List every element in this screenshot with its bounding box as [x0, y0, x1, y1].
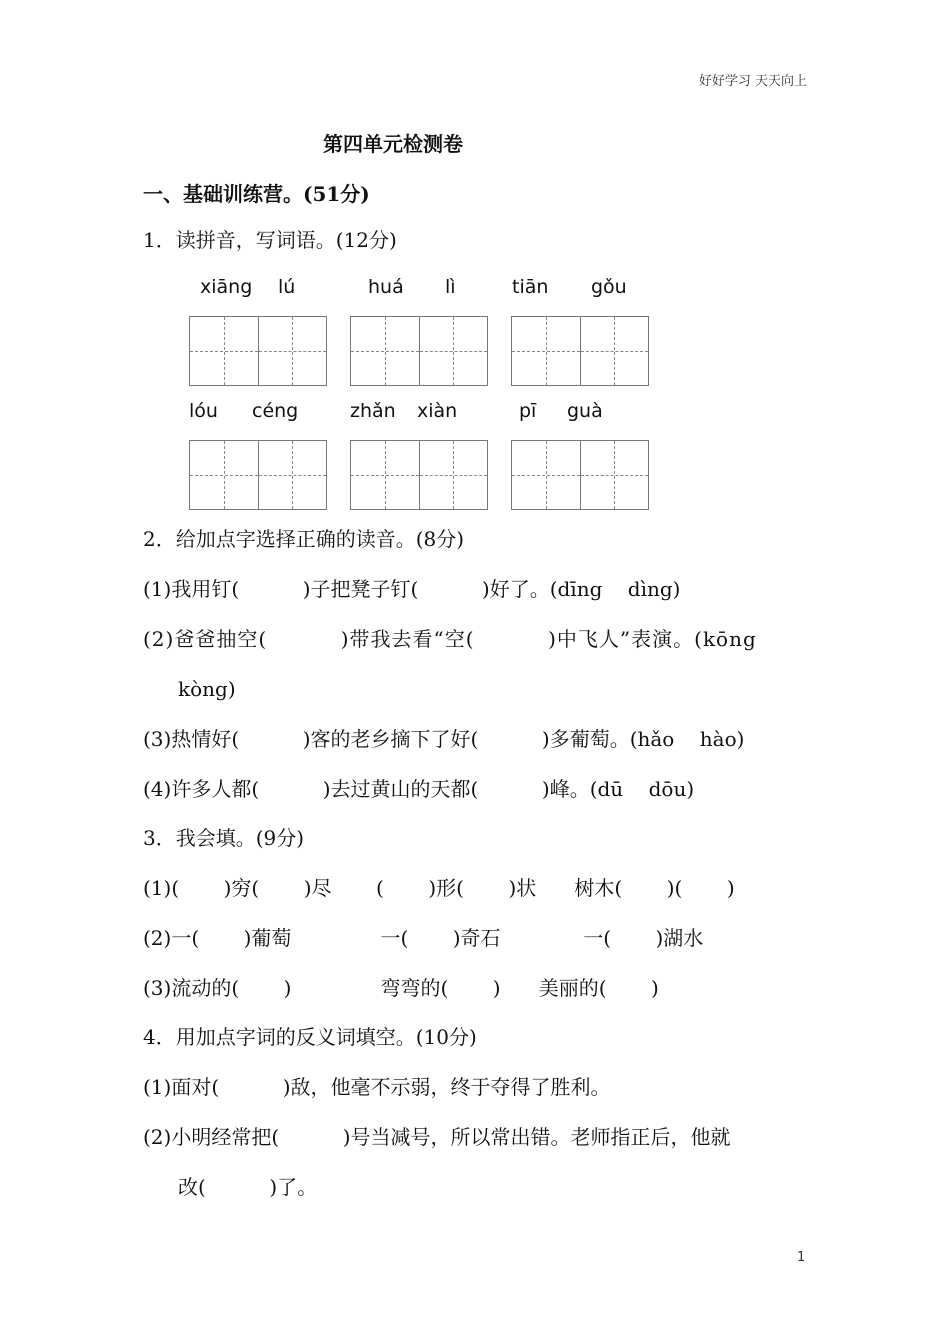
page-number: 1 [797, 1250, 806, 1265]
pinyin: huá [368, 276, 404, 298]
page-header: 好好学习 天天向上 [698, 74, 807, 89]
question-2-item: (3)热情好( )客的老乡摘下了好( )多葡萄。(hǎo hào) [143, 727, 745, 751]
pinyin: tiān [512, 276, 549, 298]
question-4-item: (2)小明经常把( )号当减号，所以常出错。老师指正后，他就 [143, 1125, 731, 1149]
question-3-label: 3．我会填。(9分) [143, 826, 305, 850]
pinyin: lì [445, 276, 456, 298]
question-4-item: (1)面对( )敌，他毫不示弱，终于夺得了胜利。 [143, 1075, 611, 1099]
question-4-item-continued: 改( )了。 [178, 1175, 318, 1199]
writing-grid[interactable] [189, 440, 327, 510]
pinyin: xiàn [417, 400, 458, 422]
question-2-label: 2．给加点字选择正确的读音。(8分) [143, 527, 465, 551]
question-3-item: (2)一( )葡萄 一( )奇石 一( )湖水 [143, 926, 704, 950]
pinyin: céng [252, 400, 299, 422]
question-2-item: (4)许多人都( )去过黄山的天都( )峰。(dū dōu) [143, 777, 695, 801]
pinyin: guà [567, 400, 603, 422]
section-heading: 一、基础训练营。(51分) [143, 182, 370, 206]
writing-grid[interactable] [350, 440, 488, 510]
question-2-item-continued: kòng) [178, 677, 236, 701]
pinyin: zhǎn [350, 400, 396, 422]
pinyin: lú [278, 276, 296, 298]
writing-grid[interactable] [511, 440, 649, 510]
page-title: 第四单元检测卷 [323, 132, 463, 156]
question-3-item: (3)流动的( ) 弯弯的( ) 美丽的( ) [143, 976, 659, 1000]
question-1-label: 1．读拼音，写词语。(12分) [143, 228, 397, 252]
question-2-item: (2)爸爸抽空( )带我去看“空( )中飞人”表演。(kōng [143, 627, 757, 651]
question-4-label: 4．用加点字词的反义词填空。(10分) [143, 1025, 477, 1049]
pinyin: pī [519, 400, 537, 422]
pinyin: lóu [189, 400, 218, 422]
pinyin: gǒu [591, 276, 627, 298]
writing-grid[interactable] [350, 316, 488, 386]
question-2-item: (1)我用钉( )子把凳子钉( )好了。(dīng dìng) [143, 577, 681, 601]
writing-grid[interactable] [511, 316, 649, 386]
question-3-item: (1)( )穷( )尽 ( )形( )状 树木( )( ) [143, 876, 735, 900]
pinyin: xiāng [200, 276, 253, 298]
writing-grid[interactable] [189, 316, 327, 386]
